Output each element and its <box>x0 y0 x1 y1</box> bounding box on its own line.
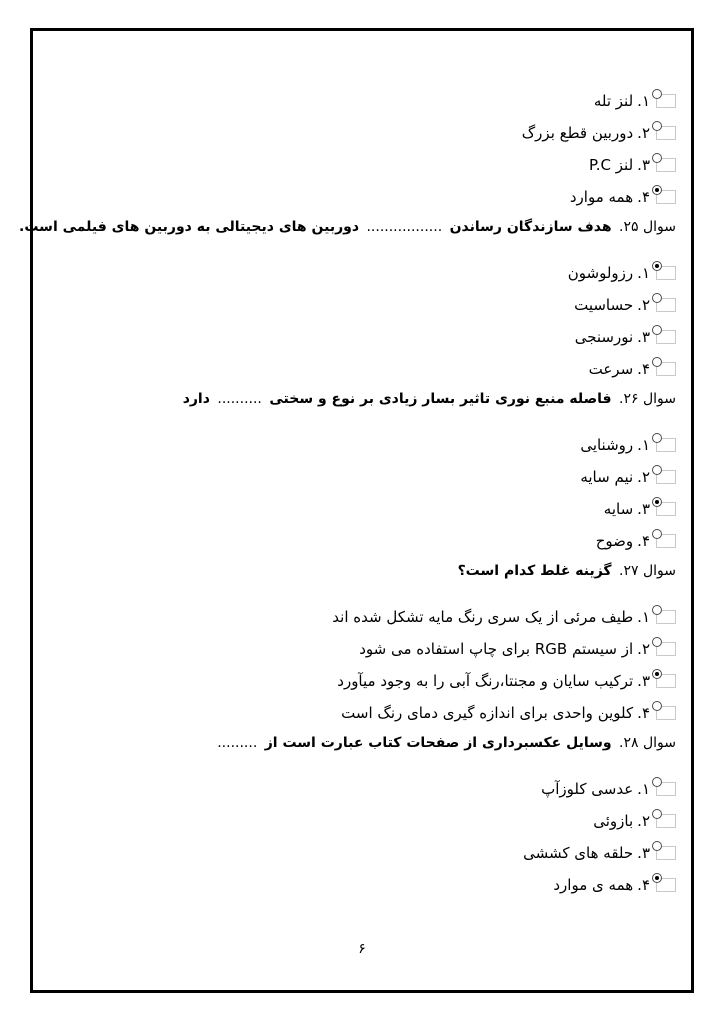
radio-button[interactable] <box>656 438 676 452</box>
option-number: ۱. <box>637 780 650 798</box>
option-number: ۴. <box>637 188 650 206</box>
page-number: ۶ <box>358 941 366 957</box>
radio-selected-dot-icon <box>655 500 659 504</box>
radio-circle-icon <box>652 121 662 131</box>
radio-circle-icon <box>652 809 662 819</box>
option-label <box>341 702 650 722</box>
option-number: ۱. <box>637 436 650 454</box>
option-row <box>48 256 676 288</box>
option-text-value: لنز P.C <box>589 156 634 174</box>
radio-button[interactable] <box>656 158 676 172</box>
option-text-value: ترکیب سایان و مجنتا،رنگ آبی را به وجود میآورد <box>337 672 634 690</box>
radio-circle-icon <box>652 497 662 507</box>
option-number: ۲. <box>637 468 650 486</box>
option-row <box>48 320 676 352</box>
radio-button[interactable] <box>656 190 676 204</box>
option-text-value: همه موارد <box>569 188 634 206</box>
option-label <box>541 778 650 798</box>
option-number: ۴. <box>637 360 650 378</box>
radio-button[interactable] <box>656 362 676 376</box>
question-text <box>19 216 676 238</box>
options-group <box>48 600 676 728</box>
option-row <box>48 492 676 524</box>
option-label <box>359 638 650 658</box>
question-text <box>48 732 676 754</box>
option-text-value: عدسی کلوزآپ <box>541 780 634 798</box>
option-label <box>332 606 650 626</box>
option-number: ۲. <box>637 640 650 658</box>
question-body: گزینه غلط کدام است؟ <box>457 563 612 579</box>
option-label <box>589 154 650 174</box>
option-row <box>48 428 676 460</box>
radio-circle-icon <box>652 325 662 335</box>
option-row <box>48 632 676 664</box>
option-label <box>604 498 650 518</box>
option-text-value: حلقه های کششی <box>523 844 634 862</box>
radio-circle-icon <box>652 841 662 851</box>
radio-button[interactable] <box>656 642 676 656</box>
option-row <box>48 836 676 868</box>
option-text-value: از سیستم RGB برای چاپ استفاده می شود <box>359 640 634 658</box>
option-text-value: بازوئی <box>593 812 634 830</box>
radio-button[interactable] <box>656 266 676 280</box>
option-number: ۴. <box>637 532 650 550</box>
option-number: ۱. <box>637 264 650 282</box>
question-blank-dots: ................. <box>366 219 443 235</box>
option-number: ۳. <box>637 672 650 690</box>
question-text <box>48 388 676 410</box>
radio-button[interactable] <box>656 674 676 688</box>
radio-circle-icon <box>652 357 662 367</box>
option-row <box>48 84 676 116</box>
question-number-prefix: سوال ۲۸. <box>619 735 676 751</box>
radio-selected-dot-icon <box>655 672 659 676</box>
radio-button[interactable] <box>656 878 676 892</box>
option-number: ۱. <box>637 92 650 110</box>
radio-button[interactable] <box>656 94 676 108</box>
option-number: ۴. <box>637 876 650 894</box>
option-number: ۳. <box>637 844 650 862</box>
option-text-value: لنز تله <box>593 92 634 110</box>
radio-button[interactable] <box>656 330 676 344</box>
radio-button[interactable] <box>656 814 676 828</box>
option-text-value: همه ی موارد <box>553 876 634 894</box>
option-text-value: وضوح <box>595 532 634 550</box>
option-label <box>593 810 650 830</box>
option-text-value: روشنایی <box>580 436 634 454</box>
option-number: ۲. <box>637 296 650 314</box>
question-text <box>48 560 676 582</box>
option-label <box>589 358 650 378</box>
option-number: ۱. <box>637 608 650 626</box>
radio-circle-icon <box>652 261 662 271</box>
option-number: ۳. <box>637 500 650 518</box>
option-label <box>337 670 650 690</box>
option-text-value: نیم سایه <box>580 468 634 486</box>
radio-button[interactable] <box>656 782 676 796</box>
option-number: ۳. <box>637 328 650 346</box>
radio-circle-icon <box>652 433 662 443</box>
option-label <box>553 874 650 894</box>
option-label <box>568 262 650 282</box>
option-row <box>48 116 676 148</box>
option-row <box>48 868 676 900</box>
option-row <box>48 772 676 804</box>
option-label <box>575 326 650 346</box>
radio-button[interactable] <box>656 846 676 860</box>
option-number: ۴. <box>637 704 650 722</box>
option-text-value: طیف مرئی از یک سری رنگ مایه تشکل شده اند <box>332 608 634 626</box>
option-number: ۲. <box>637 124 650 142</box>
option-text-value: نورسنجی <box>574 328 634 346</box>
radio-circle-icon <box>652 185 662 195</box>
option-row <box>48 180 676 212</box>
options-group <box>48 428 676 556</box>
radio-circle-icon <box>652 701 662 711</box>
options-group <box>48 84 676 212</box>
option-label <box>596 530 650 550</box>
option-text-value: رزولوشون <box>567 264 634 282</box>
question-body-continued: دوربین های دیجیتالی به دوربین های فیلمی است. <box>19 219 360 235</box>
option-row <box>48 696 676 728</box>
question-body-continued: دارد <box>182 391 210 407</box>
radio-button[interactable] <box>656 126 676 140</box>
radio-circle-icon <box>652 89 662 99</box>
option-row <box>48 804 676 836</box>
question-body: وسایل عکسبرداری از صفحات کتاب عبارت است از <box>264 735 612 751</box>
option-row <box>48 288 676 320</box>
option-label <box>580 434 650 454</box>
option-label <box>594 90 650 110</box>
radio-button[interactable] <box>656 502 676 516</box>
radio-circle-icon <box>652 873 662 883</box>
radio-circle-icon <box>652 669 662 679</box>
radio-selected-dot-icon <box>655 188 659 192</box>
question-blank-dots: ......... <box>217 735 258 751</box>
options-group <box>48 772 676 900</box>
question-number-prefix: سوال ۲۷. <box>619 563 676 579</box>
option-label <box>523 842 650 862</box>
option-text-value: دوربین قطع بزرگ <box>521 124 634 142</box>
options-group <box>48 256 676 384</box>
option-label <box>570 186 650 206</box>
question-body: فاصله منبع نوری تاثیر بسار زیادی بر نوع و سختی <box>269 391 612 407</box>
option-number: ۳. <box>637 156 650 174</box>
option-text-value: سایه <box>603 500 634 518</box>
option-row <box>48 460 676 492</box>
radio-circle-icon <box>652 153 662 163</box>
radio-circle-icon <box>652 605 662 615</box>
option-row <box>48 148 676 180</box>
radio-button[interactable] <box>656 706 676 720</box>
option-label <box>580 466 650 486</box>
radio-circle-icon <box>652 529 662 539</box>
radio-circle-icon <box>652 637 662 647</box>
radio-circle-icon <box>652 777 662 787</box>
radio-button[interactable] <box>656 470 676 484</box>
option-row <box>48 352 676 384</box>
option-text-value: حساسیت <box>574 296 634 314</box>
option-row <box>48 600 676 632</box>
radio-button[interactable] <box>656 534 676 548</box>
option-row <box>48 664 676 696</box>
question-number-prefix: سوال ۲۵. <box>619 219 676 235</box>
radio-button[interactable] <box>656 610 676 624</box>
option-text-value: سرعت <box>588 360 634 378</box>
option-number: ۲. <box>637 812 650 830</box>
radio-button[interactable] <box>656 298 676 312</box>
radio-selected-dot-icon <box>655 876 659 880</box>
question-body: هدف سازندگان رساندن <box>449 219 612 235</box>
option-label <box>574 294 650 314</box>
radio-circle-icon <box>652 293 662 303</box>
question-blank-dots: .......... <box>217 391 262 407</box>
option-label <box>522 122 650 142</box>
radio-selected-dot-icon <box>655 264 659 268</box>
option-text-value: کلوین واحدی برای اندازه گیری دمای رنگ است <box>341 704 634 722</box>
option-row <box>48 524 676 556</box>
question-number-prefix: سوال ۲۶. <box>619 391 676 407</box>
exam-content <box>19 31 691 961</box>
radio-circle-icon <box>652 465 662 475</box>
